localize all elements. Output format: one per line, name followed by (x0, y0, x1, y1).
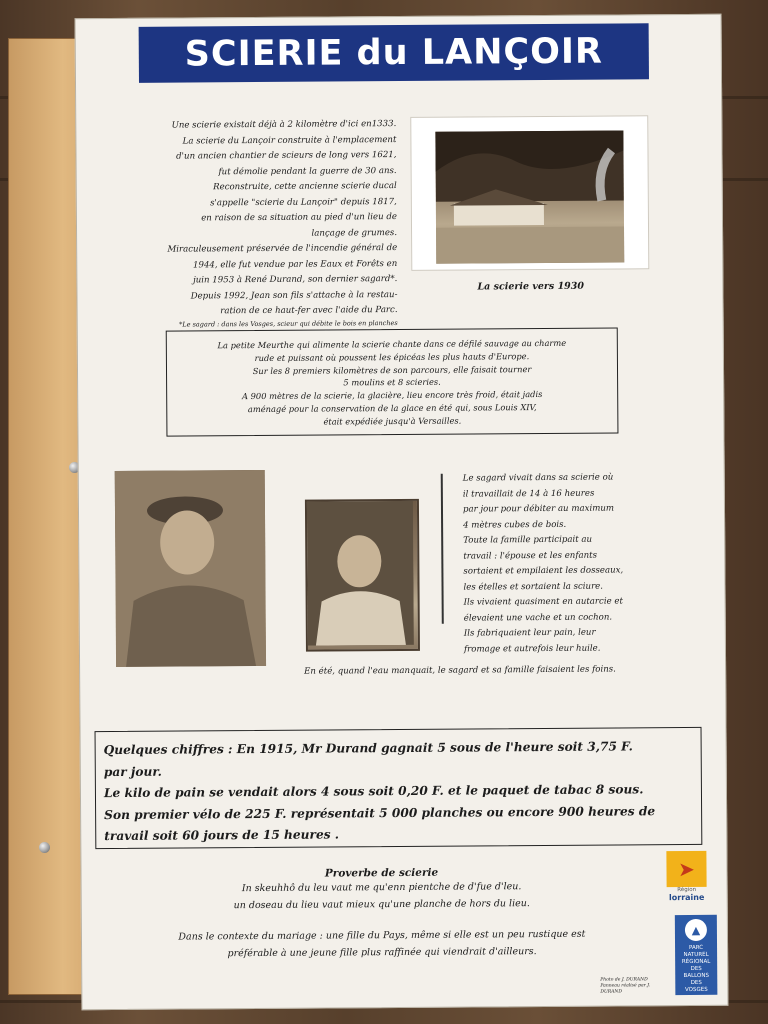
parc-label: NATUREL (683, 951, 709, 959)
sagard-line: 4 mètres cubes de bois. (463, 519, 567, 531)
sagard-portrait (115, 470, 266, 667)
intro-text (134, 117, 397, 329)
sagard-line: élevaient une vache et un cochon. (463, 612, 613, 624)
meurthe-line: aménagé pour la conservation de la glace en été qui, sous Louis XIV, (247, 402, 537, 415)
figures-line: Son premier vélo de 225 F. représentait 5 000 planches ou encore 900 heures de (104, 803, 656, 822)
sagard-line: sortaient et empilaient les dosseaux, (463, 565, 624, 577)
meurthe-line: rude et puissant où poussent les épicéas les plus hauts d'Europe. (254, 350, 530, 363)
intro-line: ration de ce haut-fer avec l'aide du Parc. (220, 305, 398, 317)
title-banner (139, 23, 649, 83)
intro-line: lançage de grumes. (311, 227, 398, 239)
sagard-line: par jour pour débiter au maximum (462, 503, 615, 515)
credits (600, 977, 670, 995)
sagard-line: les ételles et sortaient la sciure. (463, 581, 604, 593)
intro-line: juin 1953 à René Durand, son dernier sagard*. (193, 274, 398, 286)
intro-line: fut démolie pendant la guerre de 30 ans. (218, 165, 397, 177)
footnote: *Le sagard : dans les Vosges, scieur qui débite le bois en planches (179, 318, 398, 329)
proverb-translation: un doseau du lieu vaut mieux qu'une planche de hors du lieu. (233, 898, 530, 912)
wife-portrait (305, 499, 420, 652)
credit-line: Photo de J. DURAND (600, 977, 648, 983)
meurthe-line: était expédiée jusqu'à Versailles. (323, 415, 462, 427)
proverb-section (81, 865, 682, 963)
divider-line (441, 474, 444, 624)
figures-line: Le kilo de pain se vendait alors 4 sous soit 0,20 F. et le paquet de tabac 8 sous. (103, 782, 644, 801)
meurthe-box (166, 327, 619, 436)
proverb-title: Proverbe de scierie (324, 866, 439, 880)
sagard-line: Toute la famille participait au (463, 534, 593, 546)
parc-ballons-logo (675, 915, 718, 995)
photo-caption: La scierie vers 1930 (477, 280, 585, 293)
parc-label: DES (690, 979, 702, 986)
credit-line: Panneau réalisé par J. DURAND (600, 983, 651, 995)
sawmill-photo-frame (410, 115, 649, 271)
parc-label: PARC (688, 944, 704, 952)
meurthe-line: 5 moulins et 8 scieries. (343, 377, 441, 388)
meurthe-line: A 900 mètres de la scierie, la glacière, lieu encore très froid, était jadis (241, 389, 543, 402)
information-panel (75, 14, 729, 1010)
intro-line: Une scierie existait déjà à 2 kilomètre d'ici en1333. (171, 119, 397, 131)
figures-line: par jour. (103, 764, 162, 779)
sagard-text (463, 470, 669, 657)
sagard-line: il travaillait de 14 à 16 heures (462, 488, 595, 500)
sagard-line: fromage et autrefois leur huile. (463, 643, 601, 655)
meurthe-line: Sur les 8 premiers kilomètres de son parcours, elle faisait tourner (252, 363, 532, 376)
region-name: lorraine (668, 892, 705, 903)
proverb-context: Dans le contexte du mariage : une fille du Pays, même si elle est un peu rustique est (178, 928, 586, 943)
panel-title: SCIERIE du LANÇOIR (184, 31, 604, 75)
sagard-line: Le sagard vivait dans sa scierie où (462, 472, 614, 484)
parc-emblem-icon: ▲ (685, 919, 707, 941)
sawmill-photo (435, 130, 624, 263)
intro-line: La scierie du Lançoir construite à l'emplacement (182, 134, 397, 147)
proverb-patois: In skeuhhô du leu vaut me qu'enn pientche de d'fue d'leu. (241, 881, 522, 895)
region-lorraine-logo (664, 851, 708, 903)
figures-line: Quelques chiffres : En 1915, Mr Durand gagnait 5 sous de l'heure soit 3,75 F. (103, 739, 633, 758)
intro-line: 1944, elle fut vendue par les Eaux et Forêts en (192, 258, 398, 270)
figures-line: travail soit 60 jours de 15 heures . (104, 827, 340, 844)
sagard-line: Ils fabriquaient leur pain, leur (463, 627, 596, 639)
intro-line: Reconstruite, cette ancienne scierie ducal (213, 181, 397, 193)
intro-line: s'appelle "scierie du Lançoir" depuis 1817, (210, 196, 397, 208)
sagard-line: travail : l'épouse et les enfants (463, 550, 598, 562)
sagard-line: Ils vivaient quasiment en autarcie et (463, 596, 623, 608)
figures-box (95, 727, 703, 849)
meurthe-line: La petite Meurthe qui alimente la scierie chante dans ce défilé sauvage au charme (217, 337, 567, 351)
intro-line: en raison de sa situation au pied d'un lieu de (201, 212, 397, 224)
screw-icon (39, 842, 50, 853)
parc-label: VOSGES (684, 986, 708, 994)
parc-label: RÉGIONAL (681, 958, 711, 966)
region-label: Région (677, 886, 697, 894)
proverb-context: préférable à une jeune fille plus raffinée qui viendrait d'ailleurs. (227, 946, 537, 960)
intro-line: Depuis 1992, Jean son fils s'attache à la restau- (190, 289, 398, 301)
parc-label: BALLONS (683, 972, 709, 980)
summer-text: En été, quand l'eau manquait, le sagard et sa famille faisaient les foins. (304, 664, 616, 677)
intro-line: Miraculeusement préservée de l'incendie général de (167, 243, 398, 255)
region-bird-icon: ➤ (666, 851, 706, 887)
intro-line: d'un ancien chantier de scieurs de long vers 1621, (176, 150, 397, 162)
parc-label: DES (690, 965, 702, 972)
